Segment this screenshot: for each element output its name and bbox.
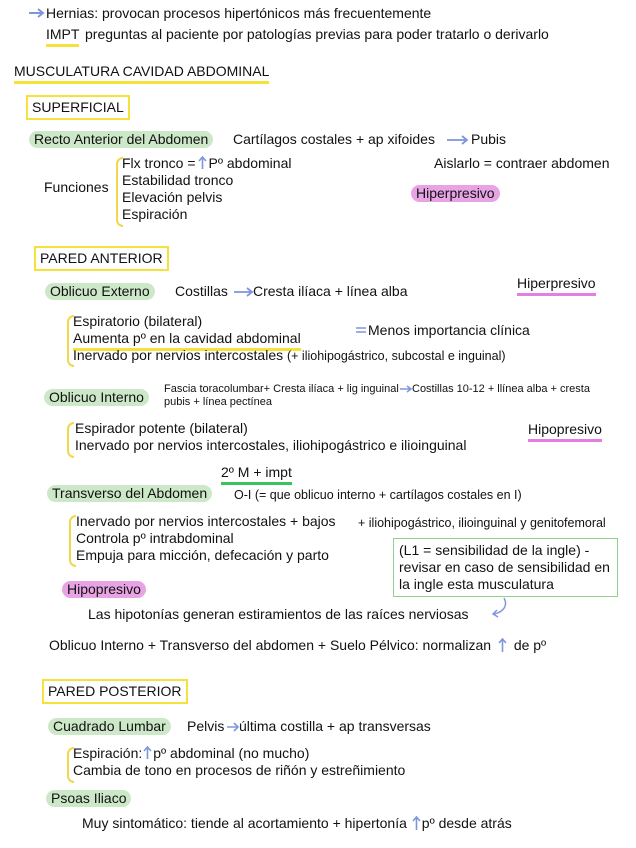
- oi-espirador: Espirador potente (bilateral): [75, 420, 248, 436]
- oi-insertion: Costillas 10-12 + llínea alba + cresta: [412, 383, 590, 395]
- l1-sensibilidad-box: (L1 = sensibilidad de la ingle) - revisar en caso de sensibilidad en la ingle esta musculatura: [393, 538, 618, 597]
- oblicuo-externo-label: Oblicuo Externo: [45, 283, 155, 300]
- oe-insertion: Cresta ilíaca + línea alba: [253, 283, 408, 299]
- ta-origin: O-I (= que oblicuo interno + cartílagos costales en I): [234, 488, 522, 502]
- arrow-up-icon: [412, 816, 421, 830]
- superficial-heading: SUPERFICIAL: [26, 95, 130, 120]
- arrow-right-icon: [226, 722, 240, 732]
- funcion-espiracion: Espiración: [122, 206, 188, 222]
- pared-anterior-heading: PARED ANTERIOR: [34, 246, 169, 271]
- impt-label: IMPT: [46, 26, 79, 47]
- arrow-right-icon: [28, 8, 46, 18]
- ta-controla: Controla pº intrabdominal: [76, 530, 234, 546]
- hiperpresivo-tag: Hiperpresivo: [517, 275, 596, 296]
- oi-inervado: Inervado por nervios intercostales, iliohipogástrico e ilioinguinal: [75, 437, 467, 453]
- ta-inervado-extra: + iliohipogástrico, ilioinguinal y genitofemoral: [358, 516, 606, 530]
- brace: [67, 422, 74, 458]
- oblicuo-interno-label: Oblicuo Interno: [44, 389, 149, 406]
- oe-aumenta: Aumenta pº en la cavidad abdominal: [73, 330, 301, 351]
- funcion-elevacion: Elevación pelvis: [122, 189, 223, 205]
- summary-line: Oblicuo Interno + Transverso del abdomen + Suelo Pélvico: normalizan de pº: [49, 637, 547, 653]
- hipopresivo-tag: Hipopresivo: [62, 581, 146, 598]
- oe-inervado: Inervado por nervios intercostales (+ iliohipogástrico, subcostal e inguinal): [73, 347, 506, 363]
- funcion-estabilidad: Estabilidad tronco: [122, 172, 234, 188]
- arrow-right-icon: [399, 385, 413, 393]
- hipopresivo-tag: Hipopresivo: [528, 421, 602, 442]
- cl-espiracion: Espiración: pº abdominal (no mucho): [73, 745, 310, 761]
- ta-empuja: Empuja para micción, defecación y parto: [76, 547, 329, 563]
- cl-origin: Pelvis: [187, 718, 225, 734]
- funciones-label: Funciones: [44, 179, 109, 195]
- oe-espiratorio: Espiratorio (bilateral): [73, 313, 203, 329]
- aislarlo-note: Aislarlo = contraer abdomen: [434, 155, 610, 171]
- oi-origin: Fascia toracolumbar+ Cresta ilíaca + lig inguinal: [164, 383, 399, 395]
- funcion-flx-tronco: Flx tronco = Pº abdominal: [122, 155, 292, 171]
- recto-anterior-label: Recto Anterior del Abdomen: [29, 131, 213, 148]
- oe-origin: Costillas: [175, 283, 228, 299]
- arrow-up-icon: [198, 156, 207, 169]
- transverso-abdomen-label: Transverso del Abdomen: [47, 485, 212, 502]
- hernias-line: Hernias: provocan procesos hipertónicos más frecuentemente: [46, 5, 432, 21]
- pared-posterior-heading: PARED POSTERIOR: [42, 679, 188, 704]
- arrow-up-icon: [143, 746, 152, 759]
- menos-importancia-note: Menos importancia clínica: [368, 322, 530, 338]
- ta-inervado: Inervado por nervios intercostales + bajos: [76, 513, 336, 529]
- segundo-m-note: 2º M + impt: [221, 464, 292, 485]
- psoas-line: Muy sintomático: tiende al acortamiento + hipertonía pº desde atrás: [82, 815, 512, 831]
- cuadrado-lumbar-label: Cuadrado Lumbar: [48, 718, 171, 735]
- curved-arrow-icon: [488, 597, 510, 619]
- recto-origin: Cartílagos costales + ap xifoides: [233, 131, 435, 147]
- hipotonias-note: Las hipotonías generan estiramientos de las raíces nerviosas: [88, 606, 469, 622]
- main-title: MUSCULATURA CAVIDAD ABDOMINAL: [14, 63, 269, 84]
- psoas-iliaco-label: Psoas Iliaco: [46, 790, 131, 807]
- impt-line: preguntas al paciente por patologías previas para poder tratarlo o derivarlo: [85, 26, 549, 42]
- arrow-up-icon: [498, 638, 507, 652]
- recto-insertion: Pubis: [471, 131, 507, 147]
- cl-cambia-tono: Cambia de tono en procesos de riñón y estreñimiento: [73, 762, 406, 778]
- arrow-right-icon: [233, 287, 255, 297]
- oi-insertion-cont: pubis + línea pectínea: [164, 396, 272, 408]
- equals-icon: [355, 326, 367, 334]
- arrow-right-icon: [446, 135, 470, 145]
- cl-insertion: última costilla + ap transversas: [239, 718, 431, 734]
- hiperpresivo-tag: Hiperpresivo: [411, 185, 500, 202]
- brace: [69, 515, 76, 567]
